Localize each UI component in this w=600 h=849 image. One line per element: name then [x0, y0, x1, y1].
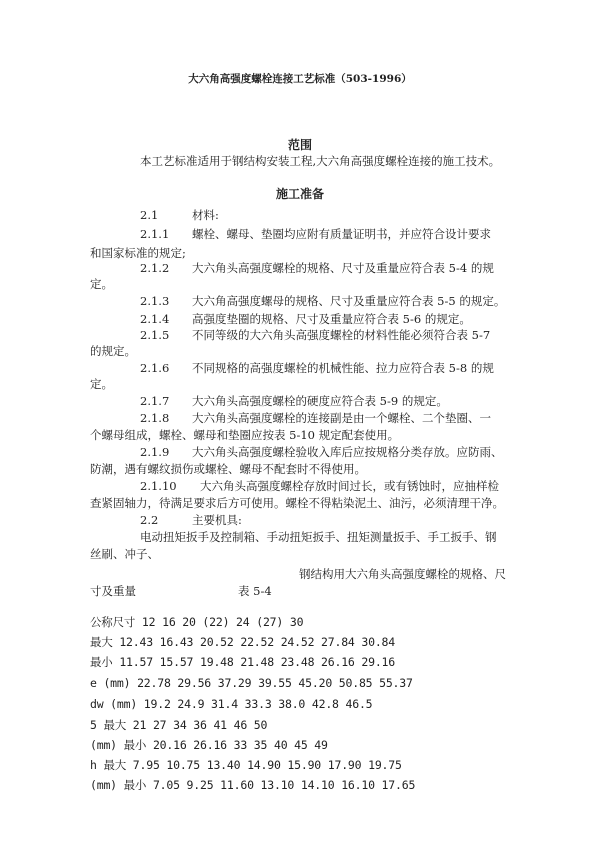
clause-number: 2.1.3: [140, 294, 170, 308]
table-row: 5 最大 21 27 34 36 41 46 50: [90, 718, 268, 732]
table-row: (mm) 最小 20.16 26.16 33 35 40 45 49: [90, 738, 328, 752]
clause-2-2: [140, 512, 242, 528]
clause-text: 大六角高强度螺母的规格、尺寸及重量应符合表 5-5 的规定。: [192, 294, 506, 308]
clause-text: 大六角头高强度螺栓的规格、尺寸及重量应符合表 5-4 的规: [192, 261, 494, 275]
clause-2-1-1: [140, 226, 491, 242]
clause-text: 高强度垫圈的规格、尺寸及重量应符合表 5-6 的规定。: [192, 312, 471, 326]
clause-2-1-8-continuation: 个螺母组成，螺栓、螺母和垫圈应按表 5-10 规定配套使用。: [90, 428, 400, 442]
clause-text: 大六角头高强度螺栓的硬度应符合表 5-9 的规定。: [192, 394, 448, 408]
clause-2-1-1-continuation: 和国家标准的规定;: [90, 246, 186, 260]
clause-2-1-3: [140, 293, 505, 309]
table-caption-left: 寸及重量: [90, 584, 136, 598]
clause-number: 2.1.10: [140, 479, 177, 493]
clause-2-1-10-continuation: 查紧固轴力，待满足要求后方可使用。螺栓不得粘染泥土、油污，必须清理干净。: [90, 496, 504, 510]
table-row: 最大 12.43 16.43 20.52 22.52 24.52 27.84 30.84: [90, 635, 395, 649]
clause-2-1-9-continuation: 防潮，遇有螺纹损伤或螺栓、螺母不配套时不得使用。: [90, 462, 366, 476]
clause-number: 2.1.2: [140, 261, 170, 275]
clause-2-1-2: [140, 260, 494, 276]
clause-text: 不同规格的高强度螺栓的机械性能、拉力应符合表 5-8 的规: [192, 361, 494, 375]
clause-number: 2.1.9: [140, 445, 170, 459]
clause-2-1-5-continuation: 的规定。: [90, 344, 136, 358]
clause-text: 主要机具:: [192, 513, 242, 527]
clause-text: 螺栓、螺母、垫圈均应附有质量证明书，并应符合设计要求: [192, 227, 491, 241]
clause-2-1-6-continuation: 定。: [90, 377, 113, 391]
clause-number: 2.1.5: [140, 328, 170, 342]
table-row: 公称尺寸 12 16 20 (22) 24 (27) 30: [90, 615, 304, 629]
table-caption-right: 钢结构用大六角头高强度螺栓的规格、尺: [299, 567, 506, 581]
clause-2-1-8: [140, 410, 491, 426]
scope-heading: 范围: [287, 138, 312, 152]
tools-line-1: 电动扭矩扳手及控制箱、手动扭矩扳手、扭矩测量扳手、手工扳手、钢: [140, 530, 497, 544]
scope-text: 本工艺标准适用于钢结构安装工程,大六角高强度螺栓连接的施工技术。: [140, 154, 501, 168]
clause-2-1-5: [140, 327, 490, 343]
clause-2-1-10: [140, 478, 499, 494]
clause-text: 大六角头高强度螺栓验收入库后应按规格分类存放。应防雨、: [192, 445, 503, 459]
table-row: e (mm) 22.78 29.56 37.29 39.55 45.20 50.85 55.37: [90, 676, 413, 690]
clause-number: 2.1.1: [140, 227, 170, 241]
document-title: 大六角高强度螺栓连接工艺标准（503-1996）: [188, 73, 412, 85]
clause-text: 大六角头高强度螺栓的连接副是由一个螺栓、二个垫圈、一: [192, 411, 491, 425]
table-row: dw (mm) 19.2 24.9 31.4 33.3 38.0 42.8 46.5: [90, 697, 373, 711]
clause-number: 2.1.7: [140, 394, 170, 408]
clause-text: 不同等级的大六角头高强度螺栓的材料性能必须符合表 5-7: [192, 328, 491, 342]
clause-number: 2.1: [140, 208, 159, 222]
clause-text: 大六角头高强度螺栓存放时间过长，或有锈蚀时，应抽样检: [200, 479, 499, 493]
clause-number: 2.2: [140, 513, 159, 527]
table-row: 最小 11.57 15.57 19.48 21.48 23.48 26.16 29.16: [90, 655, 395, 669]
table-number: 表 5-4: [238, 584, 272, 598]
clause-2-1-7: [140, 393, 448, 409]
clause-number: 2.1.8: [140, 411, 170, 425]
clause-2-1: [140, 207, 219, 223]
tools-line-2: 丝刷、冲子、: [90, 547, 159, 561]
prep-heading: 施工准备: [275, 187, 324, 201]
table-row: h 最大 7.95 10.75 13.40 14.90 15.90 17.90 19.75: [90, 758, 402, 772]
clause-2-1-9: [140, 444, 503, 460]
table-row: (mm) 最小 7.05 9.25 11.60 13.10 14.10 16.10 17.65: [90, 778, 416, 792]
clause-2-1-2-continuation: 定。: [90, 277, 113, 291]
clause-2-1-6: [140, 360, 494, 376]
clause-text: 材料:: [192, 208, 219, 222]
clause-number: 2.1.6: [140, 361, 170, 375]
clause-number: 2.1.4: [140, 312, 170, 326]
clause-2-1-4: [140, 311, 471, 327]
